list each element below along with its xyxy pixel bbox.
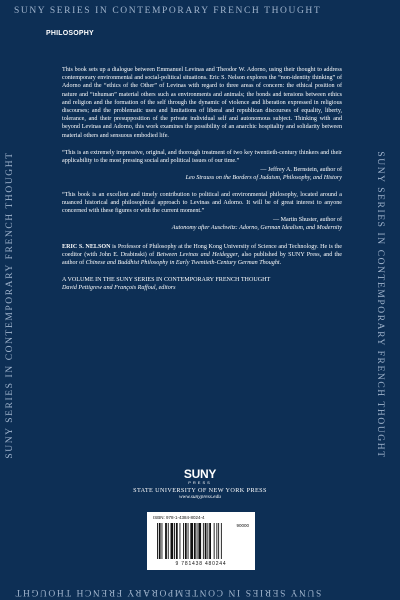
review-work-2: Autonomy after Auschwitz: Adorno, German Idealism, and Modernity	[171, 225, 342, 232]
barcode-bar	[174, 523, 175, 559]
review-author-1: — Jeffrey A. Bernstein, author of	[260, 167, 342, 174]
series-note-line: A VOLUME IN THE SUNY SERIES IN CONTEMPORARY FRENCH THOUGHT	[62, 277, 271, 284]
barcode-bar	[171, 523, 174, 559]
review-quote-2: “This book is an excellent and timely contribution to political and environmental philosophy, located around a nuanced historical and philosophical approach to Levinas and Adorno. It will be of great interest to anyone concerned with these figures or with the current moment.”	[62, 191, 342, 215]
series-editors: David Pettigrew and François Raffoul, editors	[62, 285, 176, 292]
barcode-bar	[165, 523, 167, 559]
barcode-bar	[176, 523, 178, 559]
barcode-bars	[155, 523, 249, 559]
author-name: ERIC S. NELSON	[62, 243, 111, 250]
barcode-bar	[198, 523, 201, 559]
series-banner-top: SUNY SERIES IN CONTEMPORARY FRENCH THOUGHT	[14, 6, 322, 16]
barcode-bar	[168, 523, 169, 559]
barcode-bar	[214, 523, 215, 559]
category-label: PHILOSOPHY	[46, 30, 94, 37]
barcode-bar	[185, 523, 187, 559]
barcode-bar	[203, 523, 204, 559]
barcode-bar	[183, 523, 184, 559]
series-banner-bottom: SUNY SERIES IN CONTEMPORARY FRENCH THOUGHT	[14, 587, 322, 597]
bio-text-3: .	[279, 260, 282, 267]
barcode-bar	[180, 523, 181, 559]
bio-text-2: , also published by SUNY Press, and the author of	[62, 251, 342, 267]
barcode-bar	[216, 523, 217, 559]
publisher-name: STATE UNIVERSITY OF NEW YORK PRESS	[133, 487, 267, 494]
barcode-bar	[162, 523, 163, 559]
bio-book-2: Chinese and Buddhist Philosophy in Early Twentieth-Century German Thought	[85, 260, 280, 267]
cover-text	[62, 66, 342, 293]
barcode-bar	[209, 523, 211, 559]
barcode-bar	[188, 523, 189, 559]
series-note	[62, 276, 342, 284]
barcode-bar	[159, 523, 161, 559]
barcode-bar	[221, 523, 222, 559]
barcode-bar	[218, 523, 219, 559]
series-banner-right: SUNY SERIES IN CONTEMPORARY FRENCH THOUGHT	[375, 151, 385, 459]
review-work-1: Leo Strauss on the Borders of Judaism, Philosophy, and History	[185, 175, 342, 182]
ean-number: 9 781438 480244	[175, 561, 227, 567]
suny-logo-sub: PRESS	[188, 480, 212, 485]
author-bio	[62, 243, 342, 268]
bio-text-1: is Professor of Philosophy at the Hong Kong University of Science and Technology. He is the coeditor (with John E. Drabinski) of	[62, 243, 342, 258]
barcode-bar	[197, 523, 198, 559]
bio-book-1: Between Levinas and Heidegger	[156, 251, 238, 258]
isbn-text: ISBN: 978-1-4384-8024-4	[153, 515, 205, 520]
suny-logo: SUNY	[183, 467, 217, 481]
book-blurb: This book sets up a dialogue between Emmanuel Levinas and Theodor W. Adorno, using their thought to address contemporary environmental and social-political situations. Eric S. Nelson explores the “non-identity thinking” of Adorno and the “ethics of the Other” of Levinas with regard to three areas of concern: the ethical position of nature and “inhuman” material others such as environments and animals; the bonds and tensions between ethics and religion and the formation of the self through the dynamic of violence and liberation expressed in religious discourses; and the problematic uses and limitations of liberal and republican discourses of equality, liberty, tolerance, and their presupposition of the private individual self and autonomous subject. Thinking with and beyond Levinas and Adorno, this work examines the possibility of an anarchic hospitality and solidarity between material others and sensuous embodied life.	[62, 67, 342, 139]
barcode-bar	[157, 523, 158, 559]
barcode-bar	[194, 523, 196, 559]
review-author-2: — Martin Shuster, author of	[273, 217, 342, 224]
review-quote-1: “This is an extremely impressive, original, and thorough treatment of two key twentieth-century thinkers and their applicability to the most pressing social and political issues of our time.”	[62, 149, 342, 165]
publisher-block	[0, 468, 400, 500]
publisher-url: www.sunypress.edu	[179, 494, 221, 500]
series-banner-left: SUNY SERIES IN CONTEMPORARY FRENCH THOUGHT	[5, 151, 15, 459]
barcode-bar	[205, 523, 207, 559]
price-code: 90000	[236, 523, 249, 528]
barcode-bar	[190, 523, 193, 559]
barcode-bar	[207, 523, 208, 559]
barcode	[147, 512, 255, 570]
